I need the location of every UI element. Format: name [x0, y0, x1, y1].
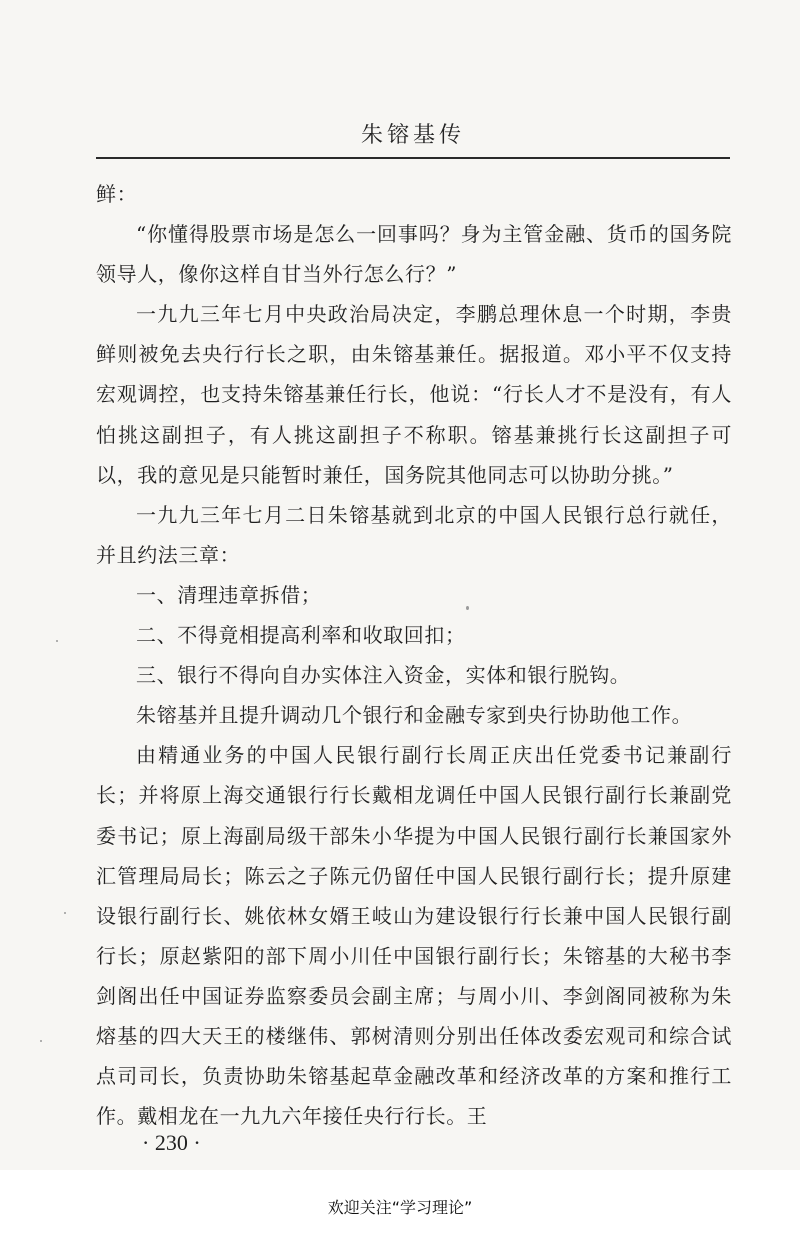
- list-item: 一、清理违章拆借；: [136, 582, 322, 607]
- paragraph: 一九九三年七月二日朱镕基就到北京的中国人民银行总行就任，并且约法三章：: [96, 502, 732, 567]
- list-item: 三、银行不得向自办实体注入资金，实体和银行脱钩。: [136, 663, 631, 688]
- running-header: 朱镕基传: [360, 123, 465, 148]
- scan-speck: [64, 912, 66, 914]
- paragraph: 鲜：: [96, 182, 138, 206]
- paragraph: 一九九三年七月中央政治局决定，李鹏总理休息一个时期，李贵鲜则被免去央行行长之职，由朱镕基兼任。据报道。邓小平不仅支持宏观调控，也支持朱镕基兼任行长，他说：“行长人才不是没有，有人怕挑这副担子，有人挑这副担子不称职。镕基兼挑行长这副担子可以，我的意见是只能暂时兼任，国务院其他同志可以协助分挑。”: [96, 302, 732, 487]
- page-number: · 230 ·: [142, 1130, 201, 1155]
- scan-speck: [56, 640, 58, 642]
- body-text: [96, 174, 732, 1136]
- scan-speck: [466, 606, 469, 610]
- scan-speck: [40, 1040, 42, 1042]
- footer-caption: 欢迎关注“学习理论”: [327, 1198, 473, 1217]
- paragraph: 由精通业务的中国人民银行副行长周正庆出任党委书记兼副行长；并将原上海交通银行行长戴相龙调任中国人民银行副行长兼副党委书记；原上海副局级干部朱小华提为中国人民银行副行长兼国家外汇管理局局长；陈云之子陈元仍留任中国人民银行副行长；提升原建设银行副行长、姚依林女婿王岐山为建设银行行长兼中国人民银行副行长；原赵紫阳的部下周小川任中国银行副行长；朱镕基的大秘书李剑阁出任中国证券监察委员会副主席；与周小川、李剑阁同被称为朱熔基的四大天王的楼继伟、郭树清则分别出任体改委宏观司和综合试点司司长，负责协助朱镕基起草金融改革和经济改革的方案和推行工作。戴相龙在一九九六年接任央行行长。王: [96, 743, 732, 1129]
- paragraph: “你懂得股票市场是怎么一回事吗？身为主管金融、货币的国务院领导人，像你这样自甘当外行怎么行？”: [96, 222, 732, 287]
- paragraph: 朱镕基并且提升调动几个银行和金融专家到央行协助他工作。: [136, 703, 693, 728]
- header-rule: [96, 157, 730, 159]
- list-item: 二、不得竟相提高利率和收取回扣；: [136, 623, 466, 648]
